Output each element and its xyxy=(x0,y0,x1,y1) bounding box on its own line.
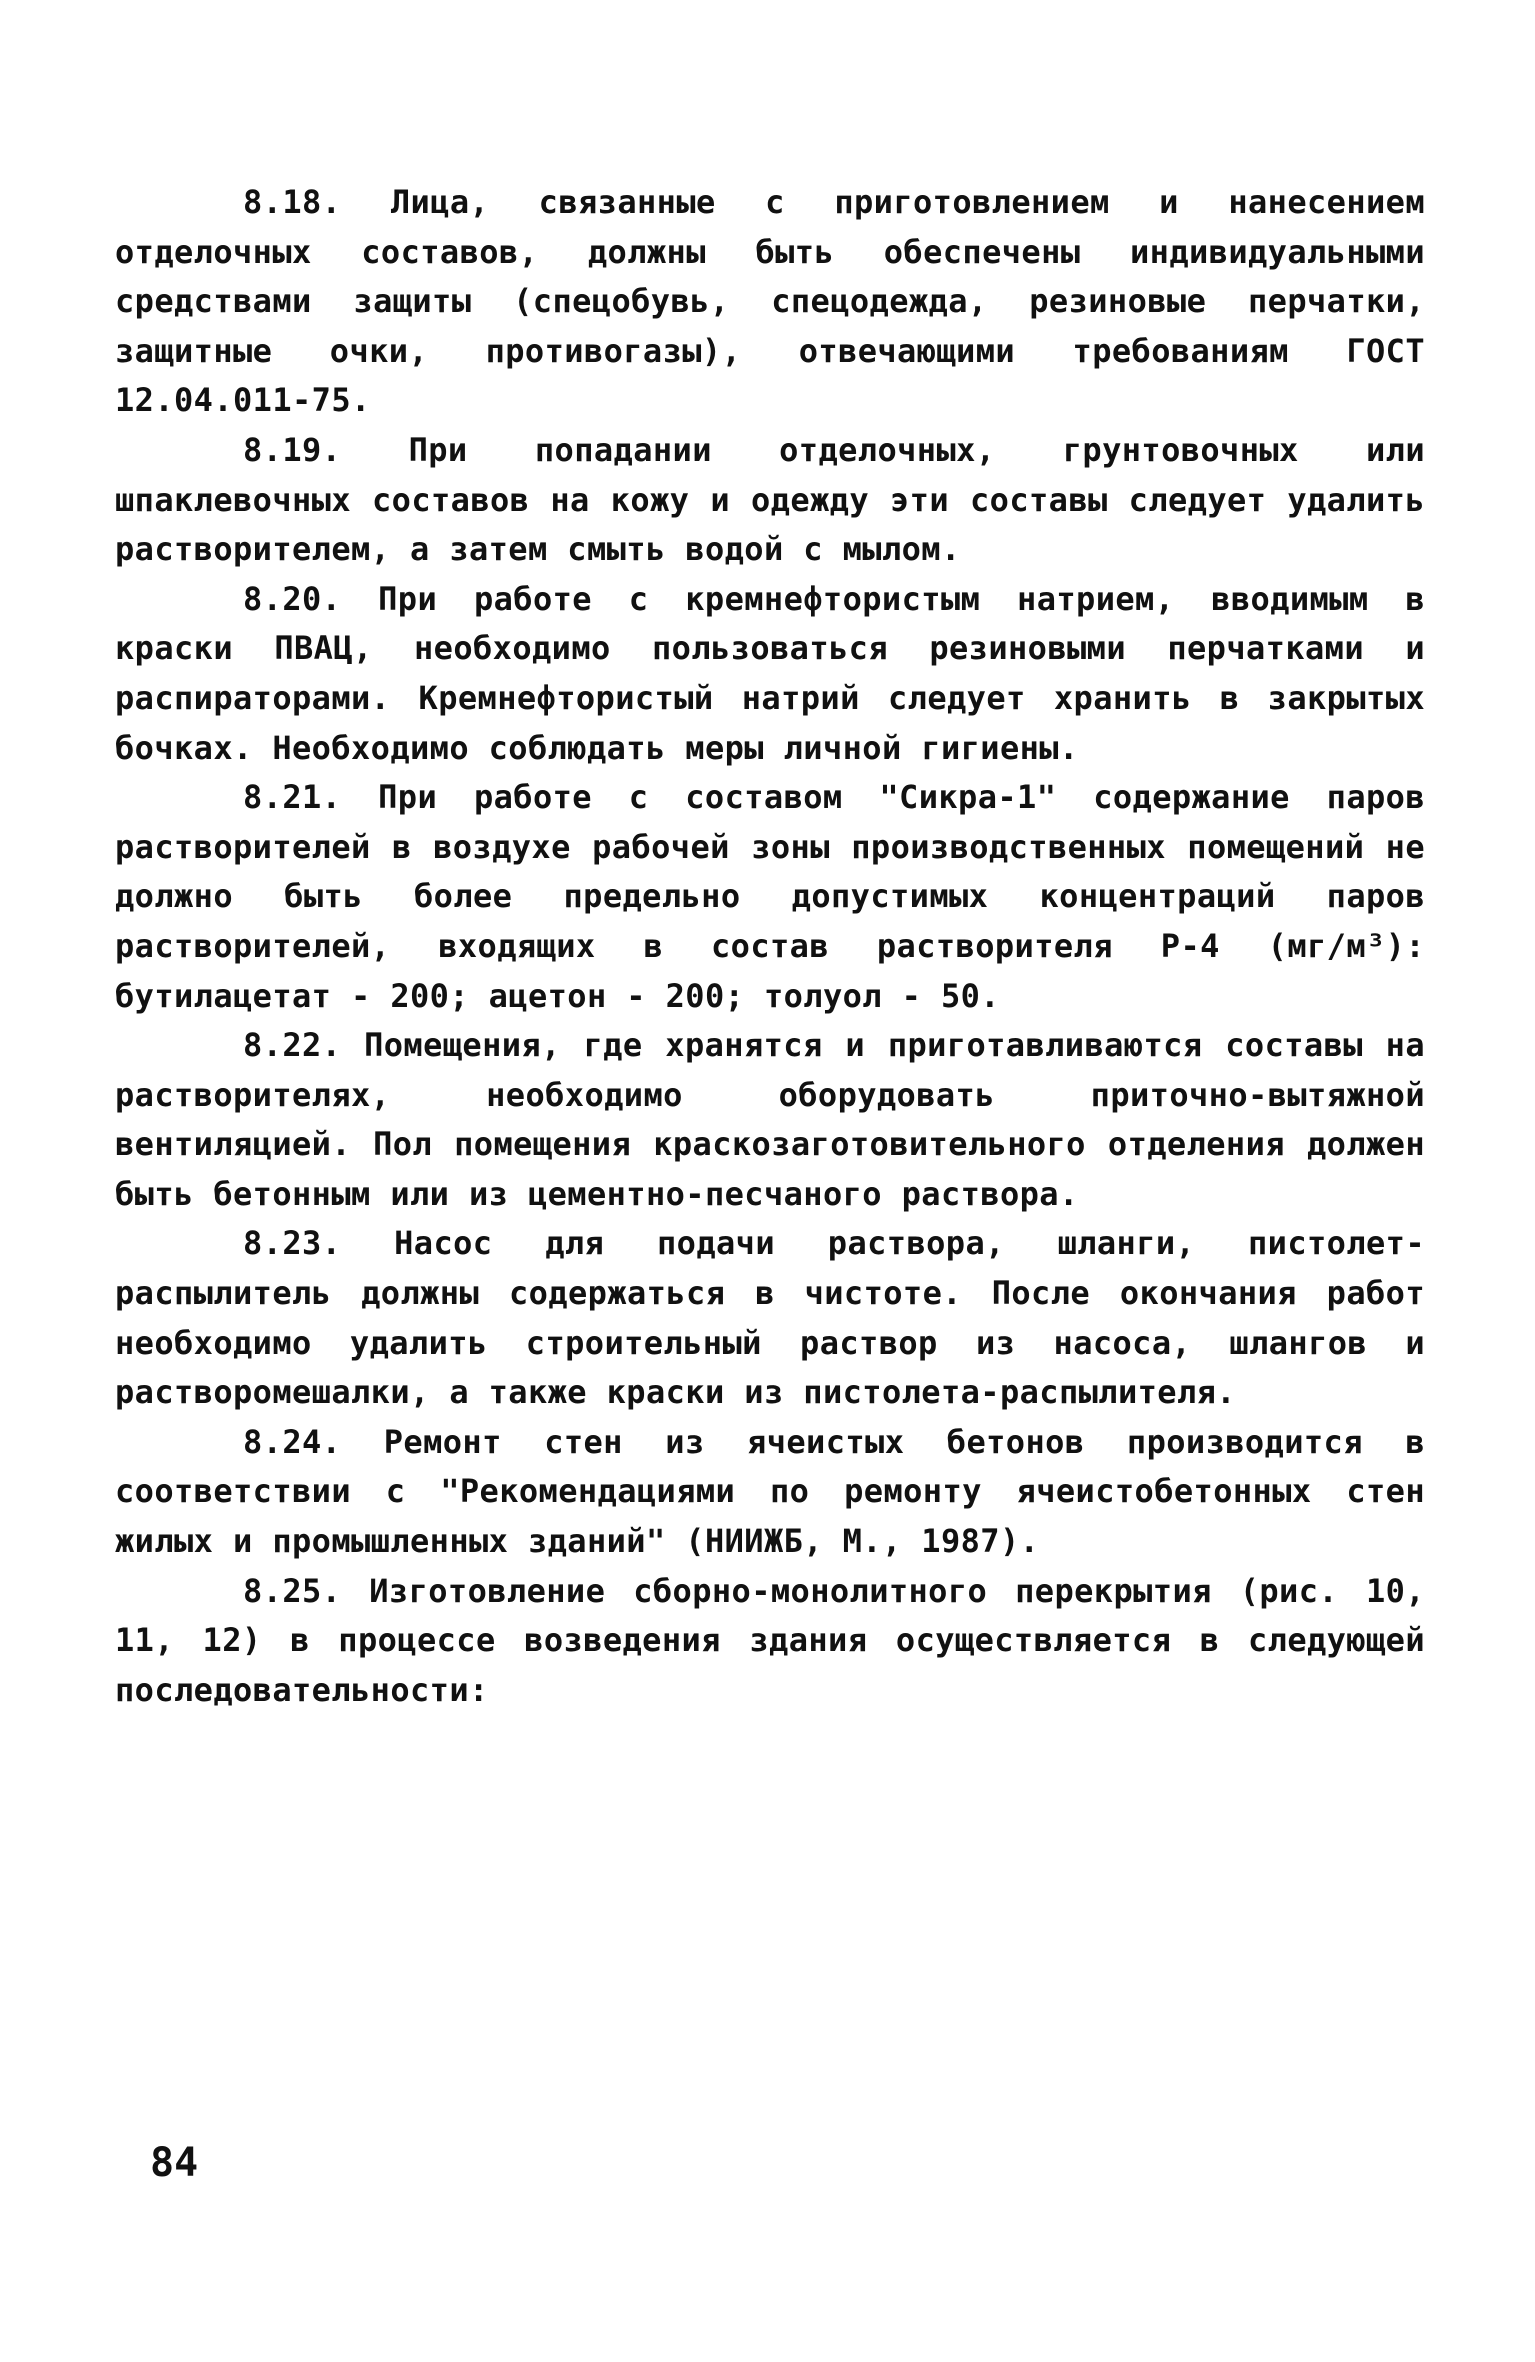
paragraph-8-23: 8.23. Насос для подачи раствора, шланги, пистолет-распылитель должны содержаться в чистоте. После окончания работ необходимо удалить строительный раствор из насоса, шлангов и растворомешалки, а также краски из пистолета-распылителя. xyxy=(115,1224,1425,1412)
paragraph-8-25: 8.25. Изготовление сборно-монолитного перекрытия (рис. 10, 11, 12) в процессе возведения здания осуществляется в следующей последовательности: xyxy=(115,1571,1425,1709)
page-number: 84 xyxy=(150,2140,199,2186)
paragraph-8-18: 8.18. Лица, связанные с приготовлением и нанесением отделочных составов, должны быть обеспечены индивидуальными средствами защиты (спецобувь, спецодежда, резиновые перчатки, защитные очки, противогазы), отвечающими требованиям ГОСТ 12.04.011-75. xyxy=(115,183,1425,420)
paragraph-8-19: 8.19. При попадании отделочных, грунтовочных или шпаклевочных составов на кожу и одежду эти составы следует удалить растворителем, а затем смыть водой с мылом. xyxy=(115,430,1425,569)
paragraph-8-20: 8.20. При работе с кремнефтористым натрием, вводимым в краски ПВАЦ, необходимо пользоваться резиновыми перчатками и распираторами. Кремнефтористый натрий следует хранить в закрытых бочках. Необходимо соблюдать меры личной гигиены. xyxy=(115,579,1425,767)
paragraph-8-24: 8.24. Ремонт стен из ячеистых бетонов производится в соответствии с "Рекомендациями по ремонту ячеистобетонных стен жилых и промышленных зданий" (НИИЖБ, М., 1987). xyxy=(115,1422,1425,1561)
paragraph-8-22: 8.22. Помещения, где хранятся и приготавливаются составы на растворителях, необходимо оборудовать приточно-вытяжной вентиляцией. Пол помещения краскозаготовительного отделения должен быть бетонным или из цементно-песчаного раствора. xyxy=(115,1026,1425,1213)
paragraph-8-21: 8.21. При работе с составом "Сикра-1" содержание паров растворителей в воздухе рабочей зоны производственных помещений не должно быть более предельно допустимых концентраций паров растворителей, входящих в состав растворителя Р-4 (мг/м³): бутилацетат - 200; ацетон - 200; толуол - 50. xyxy=(115,778,1425,1015)
body-text xyxy=(115,178,1425,1715)
